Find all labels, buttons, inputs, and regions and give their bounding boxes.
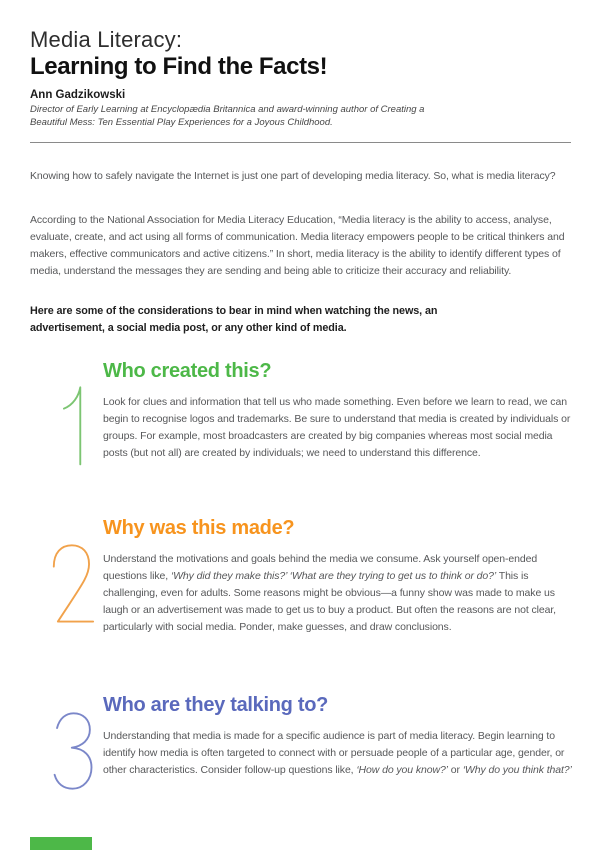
section-heading: Who created this? bbox=[103, 360, 272, 382]
numeral-1-glyph bbox=[50, 384, 104, 466]
section-body: Understanding that media is made for a specific audience is part of media literacy. Begin learning to identify how media is often targeted to connect with or persuade people of a particular age, gender, or other characteristics. Consider follow-up questions like, ‘How do you know?’ or ‘Why do you think that?’ bbox=[103, 729, 572, 776]
section-heading: Who are they talking to? bbox=[103, 694, 329, 716]
section-body: Understand the motivations and goals behind the media we consume. Ask yourself open-ended questions like, ‘Why did they make this?’ ‘What are they trying to get us to think or do?’ This is challenging, even for adults. Some reasons might be obvious—a funny show was made to make us laugh or an advertisement was made to get us to buy a product. But often the reasons are not clear, particularly with social media. Ponder, make guesses, and draw conclusions. bbox=[103, 552, 556, 633]
author-name: Ann Gadzikowski bbox=[30, 89, 126, 101]
page-pretitle: Media Literacy: bbox=[30, 27, 183, 52]
numeral-3-glyph bbox=[44, 710, 98, 792]
section-who-are-they-talking-to bbox=[30, 694, 571, 789]
footer-brand-bar bbox=[30, 837, 92, 850]
section-who-created-this bbox=[30, 360, 571, 472]
author-credit: Director of Early Learning at Encyclopædia Britannica and award-winning author of Creating a Beautiful Mess: Ten Essential Play Experiences for a Joyous Childhood. bbox=[30, 104, 425, 128]
section-body: Look for clues and information that tell us who made something. Even before we learn to read, we can begin to recognise logos and trademarks. Be sure to understand that media is created by individuals or groups. For example, most broadcasters are created by big companies whereas most social media posts (but not all) are created by individuals; we need to understand this difference. bbox=[103, 395, 571, 459]
page-title: Learning to Find the Facts! bbox=[30, 53, 328, 80]
section-why-was-this-made bbox=[30, 517, 571, 646]
intro-paragraph-1: Knowing how to safely navigate the Internet is just one part of developing media literacy. So, what is media literacy? bbox=[30, 169, 556, 182]
intro-paragraph-bold: Here are some of the considerations to bear in mind when watching the news, an advertisement, a social media post, or any other kind of media. bbox=[30, 304, 438, 334]
intro-paragraph-2: According to the National Association for Media Literacy Education, “Media literacy is the ability to access, analyse, evaluate, create, and act using all forms of communication. Media literacy empowers people to be critical thinkers and makers, effective communicators and active citizens.” In short, media literacy is the ability to identify different types of media, understand the messages they are sending and being able to criticize their accuracy and reliability. bbox=[30, 213, 565, 277]
numeral-2-glyph bbox=[44, 542, 98, 624]
header-divider bbox=[30, 142, 571, 143]
section-heading: Why was this made? bbox=[103, 517, 295, 539]
